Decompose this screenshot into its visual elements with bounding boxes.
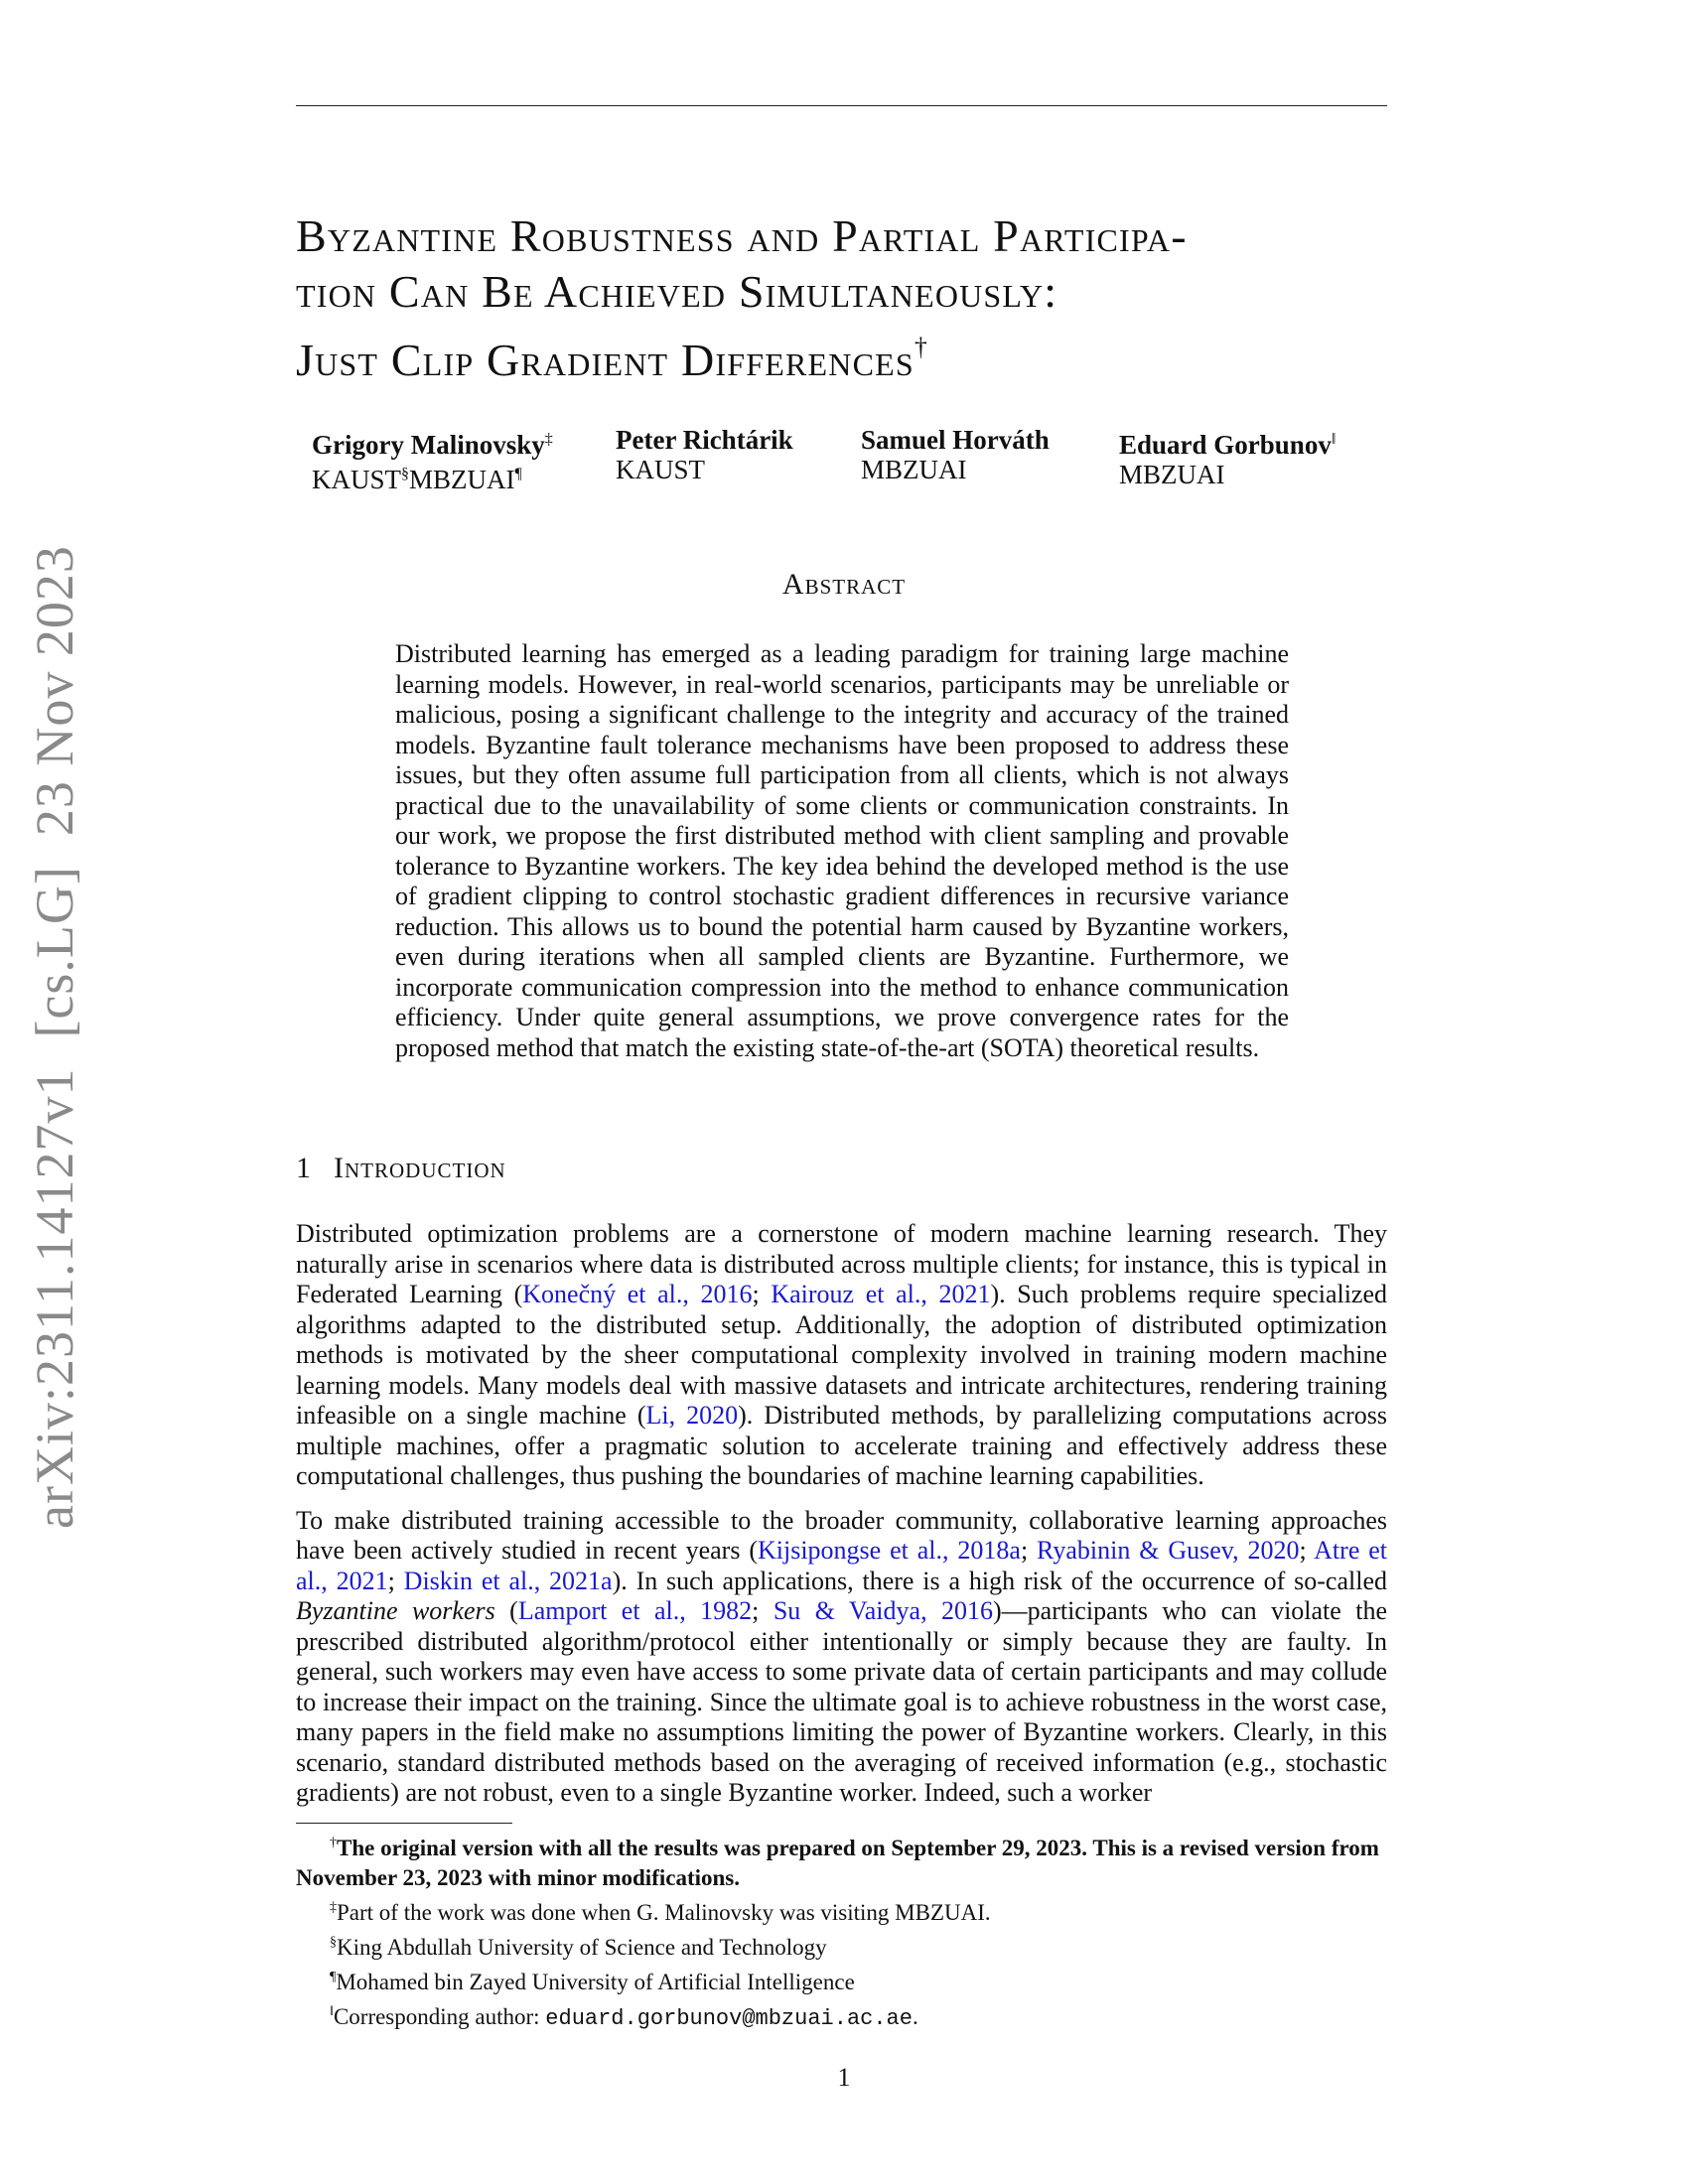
footnote-kaust: §King Abdullah University of Science and Technology bbox=[330, 1935, 827, 1960]
title-line-2: tion Can Be Achieved Simultaneously: bbox=[296, 266, 1058, 317]
footnote-visit: ‡Part of the work was done when G. Malinovsky was visiting MBZUAI. bbox=[330, 1900, 991, 1925]
abstract-text: Distributed learning has emerged as a leading paradigm for training large machine learning models. However, in real-world scenarios, participants may be unreliable or malicious, posing a significant challenge to the integrity and accuracy of the trained models. Byzantine fault tolerance mechanisms have been proposed to address these issues, but they often assume full participation from all clients, which is not always practical due to the unavailability of some clients or communication constraints. In our work, we propose the first distributed method with client sampling and provable tolerance to Byzantine workers. The key idea behind the developed method is the use of gradient clipping to control stochastic gradient differences in recursive variance reduction. This allows us to bound the potential harm caused by Byzantine workers, even during iterations when all sampled clients are Byzantine. Furthermore, we incorporate communication compression into the method to enhance communication efficiency. Under quite general assumptions, we prove convergence rates for the proposed method that match the existing state-of-the-art (SOTA) theoretical results. bbox=[395, 639, 1289, 1062]
title-footnote-mark: † bbox=[914, 333, 929, 361]
author-name: Grigory Malinovsky‡ bbox=[312, 430, 553, 460]
footnote-corresponding: ‖Corresponding author: eduard.gorbunov@mbzuai.ac.ae. bbox=[330, 2004, 918, 2031]
section-heading-introduction bbox=[296, 1152, 506, 1185]
section-title: Introduction bbox=[334, 1152, 506, 1184]
page-number: 1 bbox=[837, 2063, 851, 2092]
arxiv-id: arXiv:2311.14127v1 bbox=[25, 1067, 84, 1529]
author-richtarik bbox=[616, 425, 793, 484]
citation-link[interactable]: Su & Vaidya, 2016 bbox=[773, 1596, 993, 1625]
author-horvath bbox=[861, 425, 1050, 484]
author-malinovsky bbox=[312, 425, 553, 494]
intro-paragraph-2: To make distributed training accessible to the broader community, collaborative learning approaches have been actively studied in recent years (Kijsipongse et al., 2018a; Ryabinin & Gusev, 2020; Atre et al., 2021; Diskin et al., 2021a). In such applications, there is a high risk of the occurrence of so-called Byzantine workers (Lamport et al., 1982; Su & Vaidya, 2016)—participants who can violate the prescribed distributed algorithm/protocol either intentionally or simply because they are faulty. In general, such workers may even have access to some private data of certain participants and may collude to increase their impact on the training. Since the ultimate goal is to achieve robustness in the worst case, many papers in the field make no assumptions limiting the power of Byzantine workers. Clearly, in this scenario, standard distributed methods based on the averaging of received information (e.g., stochastic gradients) are not robust, even to a single Byzantine worker. Indeed, such a worker bbox=[296, 1505, 1388, 1807]
author-gorbunov bbox=[1119, 425, 1336, 489]
footnote-mbzuai: ¶Mohamed bin Zayed University of Artificial Intelligence bbox=[330, 1970, 855, 1994]
citation-link[interactable]: Diskin et al., 2021a bbox=[403, 1566, 613, 1595]
citation-link[interactable]: Kairouz et al., 2021 bbox=[771, 1280, 991, 1308]
section-number: 1 bbox=[296, 1152, 312, 1184]
citation-link[interactable]: Kijsipongse et al., 2018a bbox=[757, 1536, 1021, 1565]
emphasis-term: Byzantine workers bbox=[296, 1596, 495, 1625]
title-line-1: Byzantine Robustness and Partial Participa- bbox=[296, 210, 1188, 261]
author-affiliation: MBZUAI bbox=[861, 455, 967, 484]
author-block bbox=[0, 425, 1688, 494]
citation-link[interactable]: Konečný et al., 2016 bbox=[522, 1280, 753, 1308]
citation-link[interactable]: Lamport et al., 1982 bbox=[517, 1596, 753, 1625]
citation-link[interactable]: Ryabinin & Gusev, 2020 bbox=[1037, 1536, 1300, 1565]
author-name: Eduard Gorbunov‖ bbox=[1119, 430, 1336, 460]
title-line-3-text: Just Clip Gradient Differences bbox=[296, 335, 914, 385]
author-name: Samuel Horváth bbox=[861, 425, 1050, 455]
footnotes bbox=[296, 1829, 1387, 2034]
author-affiliation: KAUST§MBZUAI¶ bbox=[312, 465, 522, 494]
arxiv-date: 23 Nov 2023 bbox=[25, 545, 84, 837]
abstract-heading: Abstract bbox=[781, 568, 907, 601]
introduction-body bbox=[296, 1219, 1387, 1823]
intro-paragraph-1: Distributed optimization problems are a cornerstone of modern machine learning research. They naturally arise in scenarios where data is distributed across multiple clients; for instance, this is typical in Federated Learning (Konečný et al., 2016; Kairouz et al., 2021). Such problems require specialized algorithms adapted to the distributed setup. Additionally, the adoption of distributed optimization methods is motivated by the sheer computational complexity involved in training modern machine learning models. Many models deal with massive datasets and intricate architectures, rendering training infeasible on a single machine (Li, 2020). Distributed methods, by parallelizing computations across multiple machines, offer a pragmatic solution to accelerate training and effectively address these computational challenges, thus pushing the boundaries of machine learning capabilities. bbox=[296, 1219, 1388, 1490]
footnote-rule bbox=[296, 1823, 512, 1824]
header-rule bbox=[296, 105, 1387, 106]
arxiv-identifier-stamp bbox=[10, 536, 99, 1529]
author-name: Peter Richtárik bbox=[616, 425, 793, 455]
title-line-3 bbox=[296, 320, 1398, 388]
author-affiliation: KAUST bbox=[616, 455, 706, 484]
citation-link[interactable]: Atre et al., 2021 bbox=[296, 1536, 1388, 1595]
arxiv-category: [cs.LG] bbox=[25, 866, 84, 1038]
email-link[interactable]: eduard.gorbunov@mbzuai.ac.ae bbox=[545, 2006, 913, 2031]
citation-link[interactable]: Li, 2020 bbox=[645, 1401, 739, 1430]
footnote-revision: †The original version with all the results was prepared on September 29, 2023. This is a revised version from November 23, 2023 with minor modifications. bbox=[296, 1836, 1379, 1890]
author-affiliation: MBZUAI bbox=[1119, 460, 1225, 489]
paper-title bbox=[296, 208, 1398, 388]
